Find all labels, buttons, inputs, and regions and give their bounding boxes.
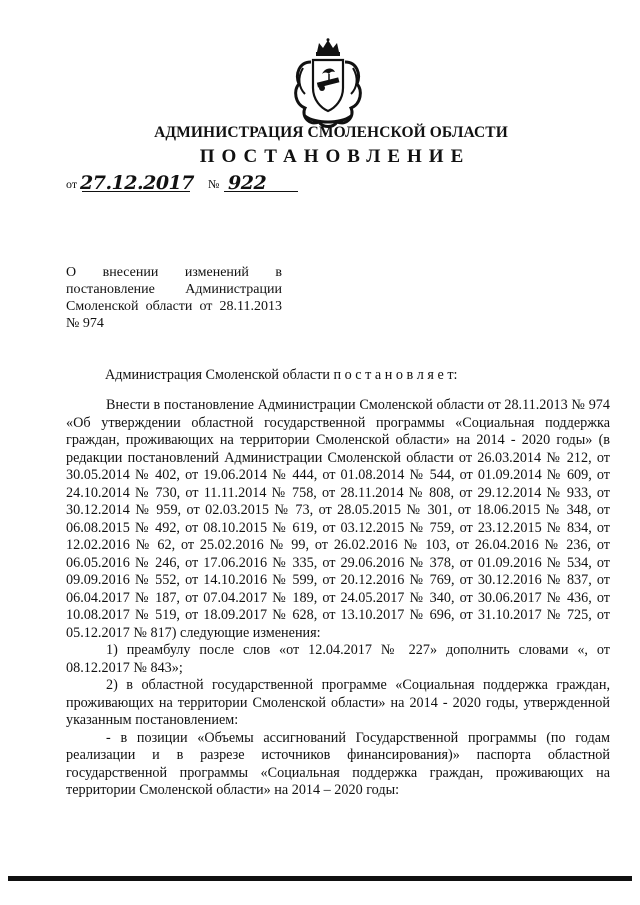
organization-name: АДМИНИСТРАЦИЯ СМОЛЕНСКОЙ ОБЛАСТИ bbox=[154, 124, 508, 141]
subject-line: постановление Администрации bbox=[66, 282, 282, 297]
date-from-label: от bbox=[66, 177, 78, 191]
subject-line: О внесении изменений в bbox=[66, 265, 282, 280]
body-paragraph: 1) преамбулу после слов «от 12.04.2017 № 227» дополнить словами «, от 08.12.2017 № 843»; bbox=[66, 642, 610, 676]
number-label: № bbox=[208, 177, 220, 191]
body-paragraph: 2) в областной государственной программе «Социальная поддержка граждан, проживающих на территории Смоленской области» на 2014 - 2020 годы, утвержденной указанным постановлением: bbox=[66, 677, 610, 728]
date-number-line bbox=[66, 174, 306, 196]
coat-of-arms-emblem bbox=[289, 38, 367, 130]
document-body bbox=[66, 397, 610, 800]
subject-line: № 974 bbox=[66, 316, 104, 331]
document-type-title: ПОСТАНОВЛЕНИЕ bbox=[199, 146, 471, 167]
body-paragraph: - в позиции «Объемы ассигнований Государственной программы (по годам реализации и в разрезе источников финансирования)» паспорта областной государственной программы «Социальная поддержка граждан, проживающих на территории Смоленской области» на 2014 – 2020 годы: bbox=[66, 729, 610, 798]
handwritten-number: 922 bbox=[228, 172, 267, 194]
body-paragraph: Внести в постановление Администрации Смоленской области от 28.11.2013 № 974 «Об утверждении областной государственной программы «Социальная поддержка граждан, проживающих на территории Смоленской области» на 2014 - 2020 годы» (в редакции постановлений Администрации Смоленской области от 26.03.2014 № 212, от 30.05.2014 № 402, от 19.06.2014 № 444, от 01.08.2014 № 544, от 01.09.2014 № 609, от 24.10.2014 № 730, от 11.11.2014 № 758, от 28.11.2014 № 808, от 29.12.2014 № 933, от 30.12.2014 № 959, от 02.03.2015 № 73, от 28.05.2015 № 301, от 18.06.2015 № 348, от 06.08.2015 № 492, от 08.10.2015 № 619, от 03.12.2015 № 759, от 23.12.2015 № 834, от 12.02.2016 № 62, от 25.02.2016 № 99, от 26.02.2016 № 103, от 26.04.2016 № 236, от 06.05.2016 № 246, от 17.06.2016 № 335, от 29.06.2016 № 378, от 01.09.2016 № 534, от 09.09.2016 № 552, от 14.10.2016 № 599, от 20.12.2016 № 769, от 30.12.2016 № 837, от 06.04.2017 № 187, от 07.04.2017 № 189, от 24.05.2017 № 340, от 30.06.2017 № 436, от 10.08.2017 № 519, от 18.09.2017 № 628, от 13.10.2017 № 696, от 31.10.2017 № 725, от 05.12.2017 № 817) следующие изменения: bbox=[66, 397, 610, 641]
document-subject bbox=[66, 264, 282, 332]
page-bottom-bar bbox=[8, 876, 632, 881]
handwritten-date: 27.12.2017 bbox=[80, 172, 194, 194]
decree-statement: Администрация Смоленской области п о с т а н о в л я е т: bbox=[105, 367, 458, 383]
subject-line: Смоленской области от 28.11.2013 bbox=[66, 299, 282, 314]
